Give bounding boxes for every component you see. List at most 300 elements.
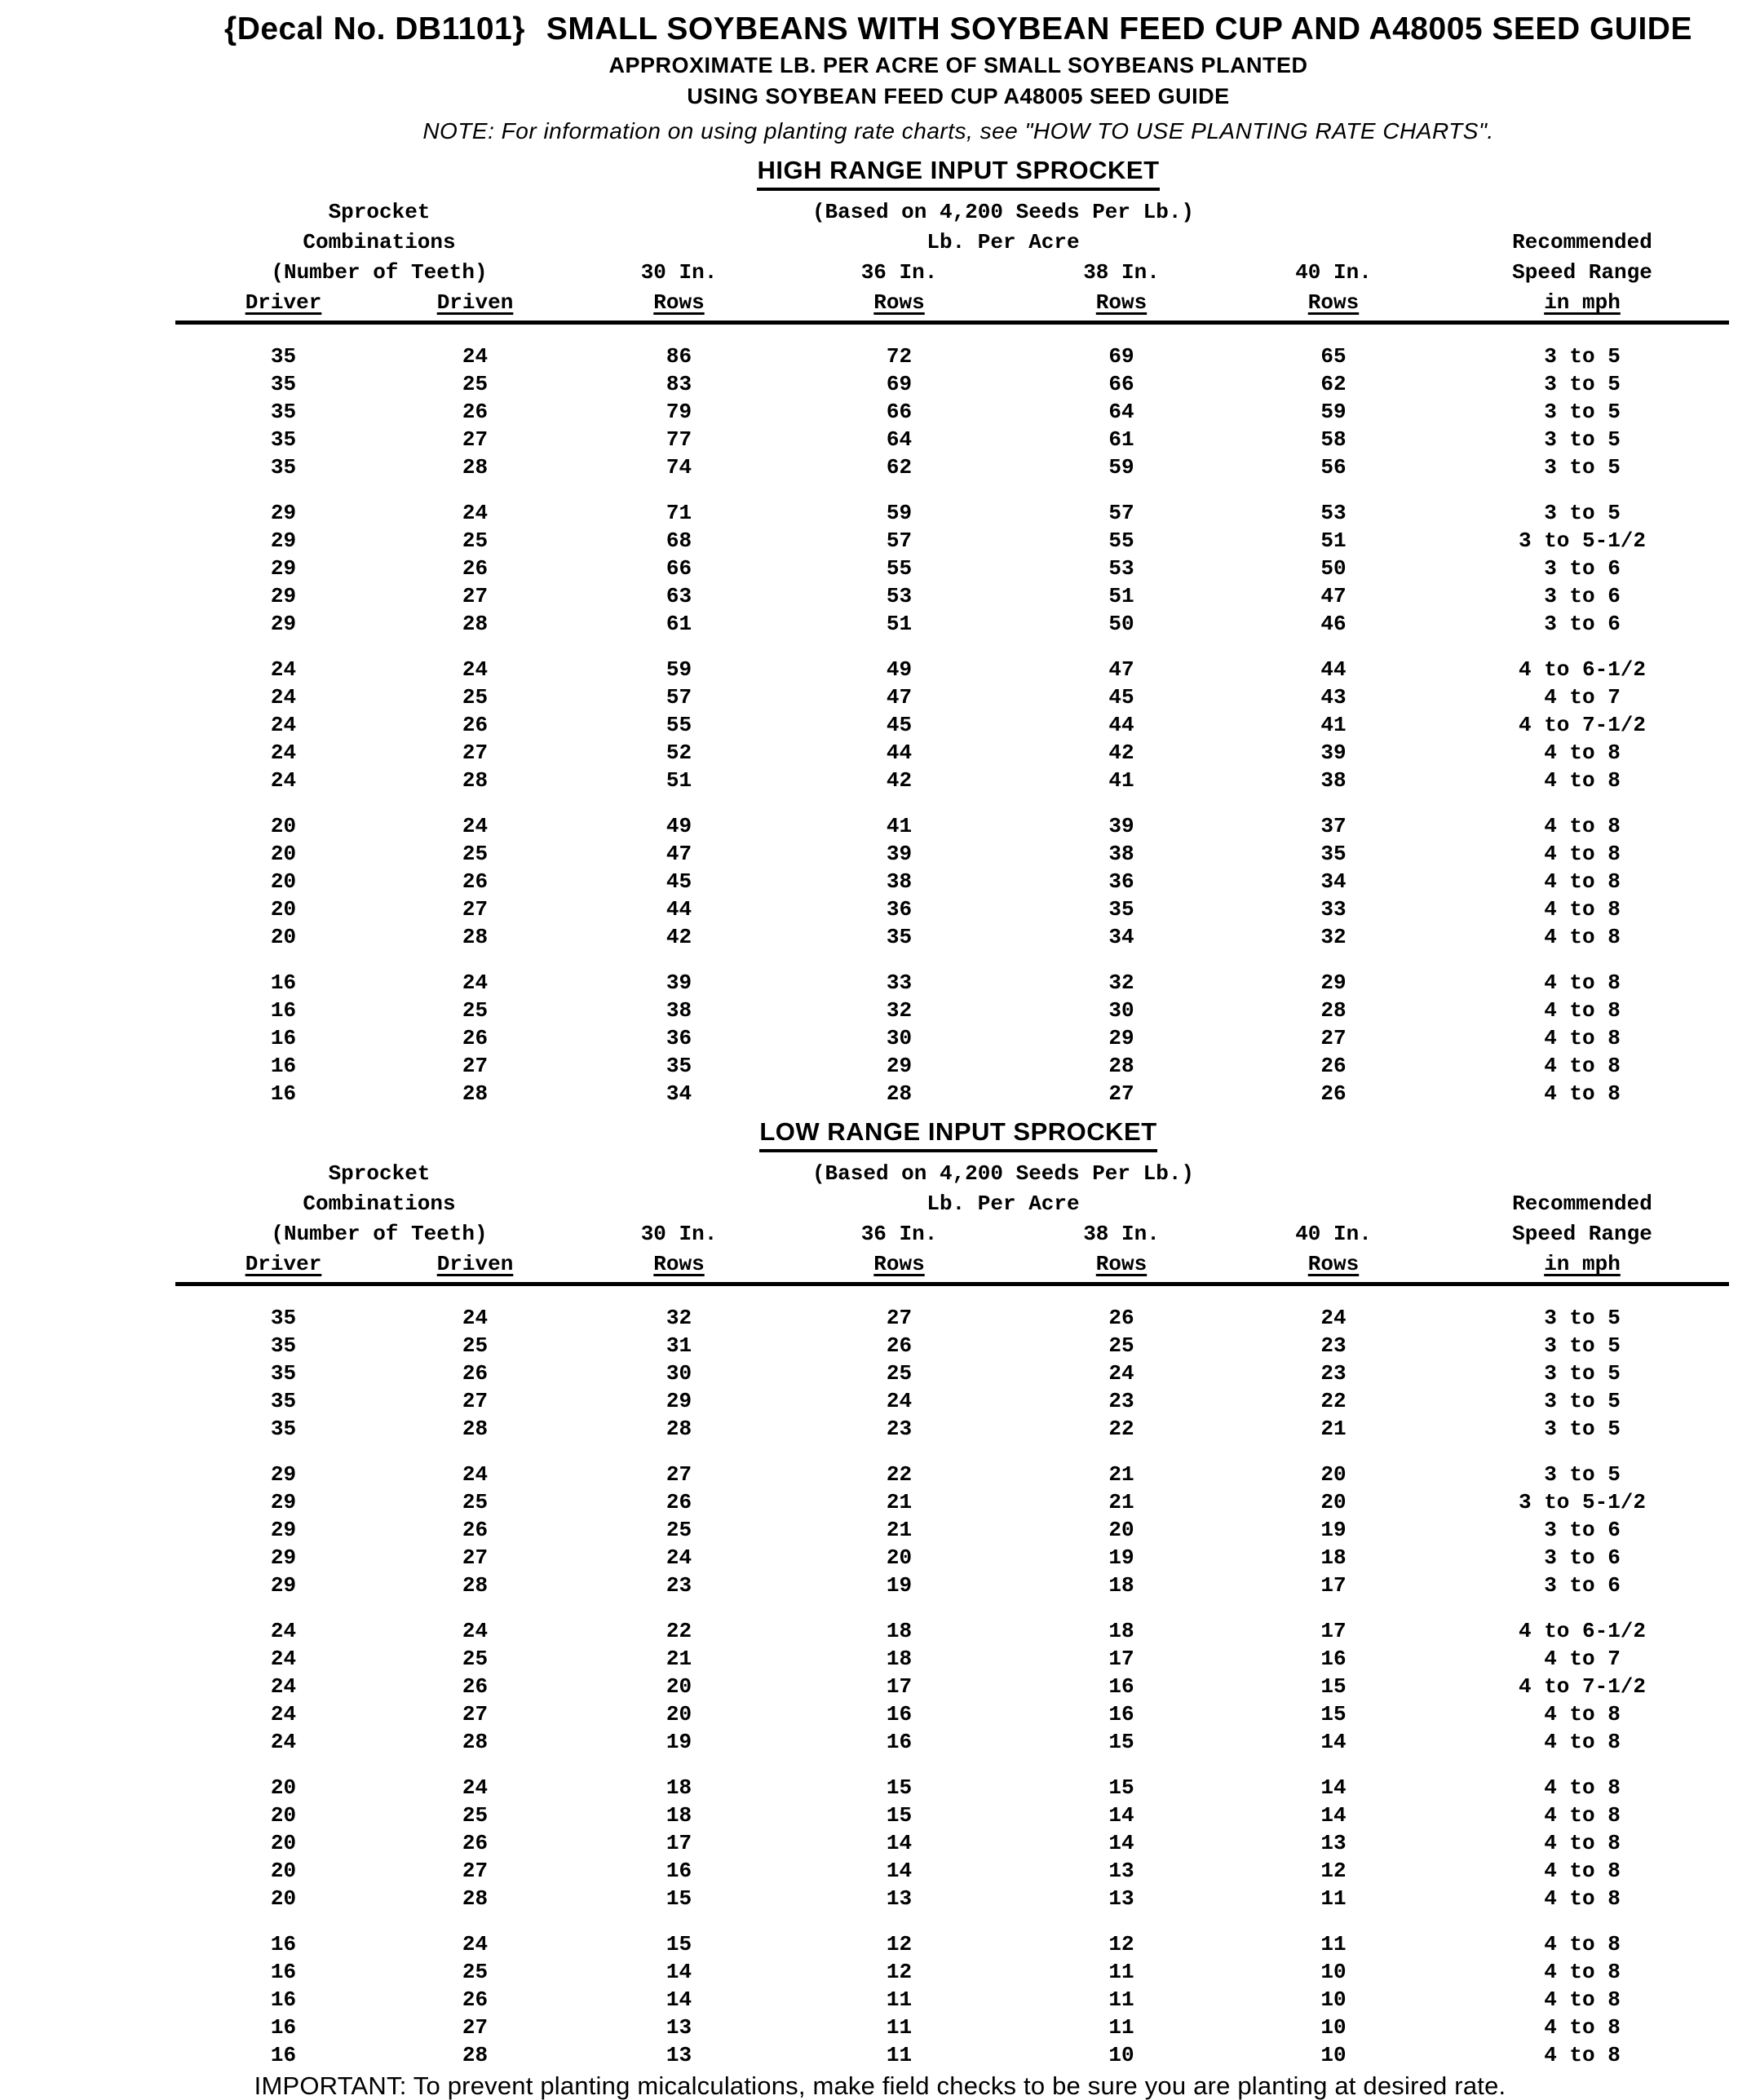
table-row xyxy=(188,1885,1729,1912)
lb-38in-cell: 29 xyxy=(1108,1026,1134,1050)
section-heading-high: HIGH RANGE INPUT SPROCKET xyxy=(757,156,1159,191)
lb-38in-cell: 66 xyxy=(1108,372,1134,396)
driver-teeth-cell: 35 xyxy=(270,344,297,369)
speed-range-cell: 4 to 8 xyxy=(1544,925,1621,949)
lb-36in-cell: 11 xyxy=(886,2043,913,2067)
speed-range-cell: 3 to 5 xyxy=(1544,1462,1621,1487)
lb-40in-cell: 33 xyxy=(1320,897,1347,922)
subtitle-line-1: APPROXIMATE LB. PER ACRE OF SMALL SOYBEANS PLANTED xyxy=(608,53,1308,77)
driver-teeth-cell: 24 xyxy=(270,1619,297,1643)
driver-teeth-cell: 24 xyxy=(270,1647,297,1671)
speed-range-cell: 3 to 5 xyxy=(1544,1417,1621,1441)
lb-30in-cell: 29 xyxy=(666,1389,692,1413)
lb-30in-cell: 39 xyxy=(666,970,692,995)
lb-36in-cell: 42 xyxy=(886,768,913,793)
lb-38in-cell: 38 xyxy=(1108,842,1134,866)
driver-teeth-cell: 24 xyxy=(270,685,297,710)
table-row xyxy=(188,1544,1729,1572)
lb-40in-cell: 59 xyxy=(1320,400,1347,424)
lb-36in-cell: 64 xyxy=(886,427,913,452)
lb-36in-cell: 20 xyxy=(886,1545,913,1570)
driver-teeth-cell: 20 xyxy=(270,925,297,949)
lb-30in-cell: 71 xyxy=(666,501,692,525)
lb-36in-cell: 30 xyxy=(886,1026,913,1050)
sprocket-group xyxy=(0,343,1760,481)
lb-40in-cell: 27 xyxy=(1320,1026,1347,1050)
rows-label-30: Rows xyxy=(653,290,705,315)
lb-38in-cell: 35 xyxy=(1108,897,1134,922)
speed-range-cell: 3 to 6 xyxy=(1544,1573,1621,1598)
lb-36in-cell: 57 xyxy=(886,528,913,553)
speed-range-label: Speed Range xyxy=(1512,1222,1652,1246)
speed-range-cell: 3 to 5 xyxy=(1544,427,1621,452)
lb-40in-cell: 20 xyxy=(1320,1490,1347,1514)
lb-38in-cell: 20 xyxy=(1108,1518,1134,1542)
lb-40in-cell: 15 xyxy=(1320,1702,1347,1726)
driver-teeth-cell: 24 xyxy=(270,741,297,765)
table-row xyxy=(188,582,1729,610)
driven-teeth-cell: 25 xyxy=(462,998,489,1023)
lb-30in-cell: 51 xyxy=(666,768,692,793)
sprocket-label: Sprocket xyxy=(328,200,431,224)
lb-30in-cell: 18 xyxy=(666,1803,692,1828)
driver-teeth-cell: 20 xyxy=(270,869,297,894)
speed-range-cell: 3 to 5-1/2 xyxy=(1518,1490,1647,1514)
rows-label-36: Rows xyxy=(873,290,925,315)
lb-30in-cell: 63 xyxy=(666,584,692,608)
table-header-high xyxy=(175,197,1729,325)
header-row-4 xyxy=(188,1249,1729,1280)
driven-teeth-cell: 24 xyxy=(462,1619,489,1643)
driver-teeth-cell: 24 xyxy=(270,1730,297,1754)
lb-38in-cell: 14 xyxy=(1108,1831,1134,1855)
lb-38in-cell: 64 xyxy=(1108,400,1134,424)
sprocket-group xyxy=(0,969,1760,1107)
lb-30in-cell: 45 xyxy=(666,869,692,894)
lb-30in-cell: 20 xyxy=(666,1674,692,1699)
lb-38in-cell: 30 xyxy=(1108,998,1134,1023)
lb-38in-cell: 44 xyxy=(1108,713,1134,737)
lb-38in-cell: 22 xyxy=(1108,1417,1134,1441)
lb-30in-cell: 36 xyxy=(666,1026,692,1050)
table-row xyxy=(188,1516,1729,1544)
lb-40in-cell: 35 xyxy=(1320,842,1347,866)
driver-teeth-cell: 35 xyxy=(270,372,297,396)
table-row xyxy=(188,1802,1729,1829)
sprocket-group xyxy=(0,1461,1760,1599)
speed-range-cell: 4 to 8 xyxy=(1544,1886,1621,1911)
lb-40in-cell: 14 xyxy=(1320,1803,1347,1828)
lb-36in-cell: 16 xyxy=(886,1702,913,1726)
lb-40in-cell: 23 xyxy=(1320,1333,1347,1358)
lb-30in-cell: 25 xyxy=(666,1518,692,1542)
driver-teeth-cell: 16 xyxy=(270,2043,297,2067)
lb-36in-cell: 14 xyxy=(886,1831,913,1855)
lb-38in-cell: 51 xyxy=(1108,584,1134,608)
speed-range-cell: 4 to 6-1/2 xyxy=(1518,1619,1647,1643)
lb-36in-cell: 32 xyxy=(886,998,913,1023)
driver-teeth-cell: 20 xyxy=(270,842,297,866)
lb-36in-cell: 23 xyxy=(886,1417,913,1441)
lb-38in-cell: 15 xyxy=(1108,1775,1134,1800)
col-40in-label: 40 In. xyxy=(1295,260,1372,285)
driven-teeth-cell: 26 xyxy=(462,400,489,424)
lb-36in-cell: 55 xyxy=(886,556,913,581)
lb-30in-cell: 61 xyxy=(666,612,692,636)
col-36in-label: 36 In. xyxy=(860,1222,938,1246)
lb-38in-cell: 55 xyxy=(1108,528,1134,553)
lb-40in-cell: 12 xyxy=(1320,1859,1347,1883)
lb-30in-cell: 24 xyxy=(666,1545,692,1570)
lb-40in-cell: 26 xyxy=(1320,1081,1347,1106)
speed-range-cell: 3 to 5-1/2 xyxy=(1518,528,1647,553)
note-line: NOTE: For information on using planting rate charts, see "HOW TO USE PLANTING RATE CHARTS". xyxy=(422,118,1494,144)
lb-40in-cell: 26 xyxy=(1320,1054,1347,1078)
lb-38in-cell: 57 xyxy=(1108,501,1134,525)
col-30in-label: 30 In. xyxy=(640,260,718,285)
lb-38in-cell: 32 xyxy=(1108,970,1134,995)
lb-36in-cell: 18 xyxy=(886,1619,913,1643)
lb-30in-cell: 52 xyxy=(666,741,692,765)
lb-36in-cell: 36 xyxy=(886,897,913,922)
sprocket-label: Sprocket xyxy=(328,1161,431,1186)
lb-36in-cell: 22 xyxy=(886,1462,913,1487)
table-row xyxy=(188,1728,1729,1756)
speed-range-cell: 4 to 8 xyxy=(1544,1054,1621,1078)
speed-range-cell: 3 to 6 xyxy=(1544,584,1621,608)
driver-teeth-cell: 35 xyxy=(270,427,297,452)
speed-range-cell: 4 to 7-1/2 xyxy=(1518,1674,1647,1699)
lb-38in-cell: 11 xyxy=(1108,1987,1134,2012)
driver-teeth-cell: 20 xyxy=(270,1803,297,1828)
table-row xyxy=(188,453,1729,481)
lb-40in-cell: 13 xyxy=(1320,1831,1347,1855)
lb-40in-cell: 62 xyxy=(1320,372,1347,396)
speed-range-cell: 4 to 8 xyxy=(1544,1702,1621,1726)
lb-30in-cell: 19 xyxy=(666,1730,692,1754)
driven-teeth-cell: 27 xyxy=(462,1389,489,1413)
table-row xyxy=(188,656,1729,683)
driver-teeth-cell: 16 xyxy=(270,970,297,995)
driver-teeth-cell: 29 xyxy=(270,584,297,608)
lb-36in-cell: 69 xyxy=(886,372,913,396)
driver-teeth-cell: 29 xyxy=(270,528,297,553)
lb-38in-cell: 47 xyxy=(1108,657,1134,682)
rows-label-38: Rows xyxy=(1095,1252,1148,1276)
driven-teeth-cell: 27 xyxy=(462,1859,489,1883)
driven-teeth-cell: 26 xyxy=(462,1518,489,1542)
driven-teeth-cell: 26 xyxy=(462,1831,489,1855)
driven-teeth-cell: 26 xyxy=(462,1987,489,2012)
lb-36in-cell: 29 xyxy=(886,1054,913,1078)
driver-teeth-cell: 29 xyxy=(270,1573,297,1598)
lb-40in-cell: 44 xyxy=(1320,657,1347,682)
driven-teeth-cell: 27 xyxy=(462,1702,489,1726)
lb-38in-cell: 27 xyxy=(1108,1081,1134,1106)
speed-range-cell: 4 to 8 xyxy=(1544,1859,1621,1883)
lb-40in-cell: 29 xyxy=(1320,970,1347,995)
sprocket-group xyxy=(0,656,1760,794)
table-body-low xyxy=(0,1304,1760,2069)
lb-40in-cell: 47 xyxy=(1320,584,1347,608)
lb-40in-cell: 22 xyxy=(1320,1389,1347,1413)
table-row xyxy=(188,2014,1729,2041)
lb-30in-cell: 77 xyxy=(666,427,692,452)
table-row xyxy=(188,499,1729,527)
driven-teeth-cell: 27 xyxy=(462,584,489,608)
lb-30in-cell: 32 xyxy=(666,1306,692,1330)
lb-36in-cell: 12 xyxy=(886,1960,913,1984)
lb-38in-cell: 21 xyxy=(1108,1490,1134,1514)
table-row xyxy=(188,426,1729,453)
driven-teeth-cell: 28 xyxy=(462,2043,489,2067)
lb-30in-cell: 35 xyxy=(666,1054,692,1078)
lb-36in-cell: 24 xyxy=(886,1389,913,1413)
lb-38in-cell: 15 xyxy=(1108,1730,1134,1754)
lb-30in-cell: 18 xyxy=(666,1775,692,1800)
table-row xyxy=(188,739,1729,767)
important-note: IMPORTANT: To prevent planting micalculations, make field checks to be sure you are planting at desired rate. xyxy=(254,2071,1506,2100)
driven-teeth-cell: 27 xyxy=(462,427,489,452)
driven-teeth-cell: 28 xyxy=(462,1730,489,1754)
driver-teeth-cell: 16 xyxy=(270,1987,297,2012)
speed-range-cell: 4 to 8 xyxy=(1544,842,1621,866)
lb-36in-cell: 28 xyxy=(886,1081,913,1106)
header-row-1 xyxy=(188,1159,1729,1189)
table-row xyxy=(188,370,1729,398)
driven-teeth-cell: 24 xyxy=(462,657,489,682)
lb-30in-cell: 49 xyxy=(666,814,692,838)
driven-teeth-cell: 28 xyxy=(462,768,489,793)
lb-36in-cell: 51 xyxy=(886,612,913,636)
driver-teeth-cell: 16 xyxy=(270,2015,297,2040)
lb-40in-cell: 17 xyxy=(1320,1619,1347,1643)
speed-range-label: Speed Range xyxy=(1512,260,1652,285)
lb-40in-cell: 56 xyxy=(1320,455,1347,480)
speed-range-cell: 4 to 7-1/2 xyxy=(1518,713,1647,737)
table-row xyxy=(188,868,1729,895)
driver-label: Driver xyxy=(245,290,322,315)
table-row xyxy=(188,1387,1729,1415)
driven-teeth-cell: 24 xyxy=(462,1306,489,1330)
lb-36in-cell: 39 xyxy=(886,842,913,866)
based-on-label: (Based on 4,200 Seeds Per Lb.) xyxy=(811,200,1195,224)
driven-teeth-cell: 25 xyxy=(462,685,489,710)
lb-36in-cell: 14 xyxy=(886,1859,913,1883)
lb-40in-cell: 10 xyxy=(1320,1960,1347,1984)
lb-36in-cell: 27 xyxy=(886,1306,913,1330)
sprocket-group xyxy=(0,1617,1760,1756)
lb-36in-cell: 26 xyxy=(886,1333,913,1358)
table-row xyxy=(188,1930,1729,1958)
table-row xyxy=(188,1958,1729,1986)
table-row xyxy=(188,767,1729,794)
driven-teeth-cell: 26 xyxy=(462,869,489,894)
lb-38in-cell: 18 xyxy=(1108,1573,1134,1598)
rows-label-30: Rows xyxy=(653,1252,705,1276)
rows-label-40: Rows xyxy=(1307,1252,1360,1276)
lb-40in-cell: 32 xyxy=(1320,925,1347,949)
speed-range-cell: 3 to 6 xyxy=(1544,612,1621,636)
table-header-low xyxy=(175,1159,1729,1286)
combinations-label: Combinations xyxy=(303,230,456,254)
lb-30in-cell: 42 xyxy=(666,925,692,949)
table-row xyxy=(188,1645,1729,1673)
table-row xyxy=(188,555,1729,582)
lb-36in-cell: 17 xyxy=(886,1674,913,1699)
lb-38in-cell: 28 xyxy=(1108,1054,1134,1078)
speed-range-cell: 4 to 8 xyxy=(1544,2043,1621,2067)
lb-30in-cell: 28 xyxy=(666,1417,692,1441)
table-row xyxy=(188,610,1729,638)
lb-36in-cell: 25 xyxy=(886,1361,913,1386)
lb-36in-cell: 21 xyxy=(886,1490,913,1514)
sprocket-group xyxy=(0,812,1760,951)
header-row-4 xyxy=(188,288,1729,318)
lb-38in-cell: 13 xyxy=(1108,1859,1134,1883)
lb-40in-cell: 58 xyxy=(1320,427,1347,452)
lb-38in-cell: 11 xyxy=(1108,1960,1134,1984)
speed-range-cell: 3 to 5 xyxy=(1544,1306,1621,1330)
high-range-heading-wrap xyxy=(188,156,1729,191)
lb-40in-cell: 65 xyxy=(1320,344,1347,369)
table-row xyxy=(188,527,1729,555)
table-row xyxy=(188,1774,1729,1802)
lb-30in-cell: 47 xyxy=(666,842,692,866)
lb-40in-cell: 10 xyxy=(1320,2043,1347,2067)
driven-teeth-cell: 26 xyxy=(462,1026,489,1050)
driver-teeth-cell: 20 xyxy=(270,897,297,922)
low-range-section xyxy=(0,1117,1760,2069)
table-row xyxy=(188,1332,1729,1359)
driver-teeth-cell: 20 xyxy=(270,814,297,838)
col-38in-label: 38 In. xyxy=(1083,260,1160,285)
lb-40in-cell: 50 xyxy=(1320,556,1347,581)
header-row-2 xyxy=(188,1189,1729,1219)
lb-40in-cell: 19 xyxy=(1320,1518,1347,1542)
driver-teeth-cell: 16 xyxy=(270,1081,297,1106)
lb-40in-cell: 14 xyxy=(1320,1775,1347,1800)
lb-30in-cell: 59 xyxy=(666,657,692,682)
table-row xyxy=(188,1415,1729,1443)
lb-38in-cell: 59 xyxy=(1108,455,1134,480)
lb-30in-cell: 86 xyxy=(666,344,692,369)
speed-range-cell: 3 to 6 xyxy=(1544,1518,1621,1542)
lb-36in-cell: 47 xyxy=(886,685,913,710)
lb-30in-cell: 23 xyxy=(666,1573,692,1598)
recommended-label: Recommended xyxy=(1512,1191,1652,1216)
driven-teeth-cell: 26 xyxy=(462,1674,489,1699)
table-row xyxy=(188,997,1729,1024)
lb-40in-cell: 11 xyxy=(1320,1932,1347,1956)
col-40in-label: 40 In. xyxy=(1295,1222,1372,1246)
header-row-3 xyxy=(188,258,1729,288)
driven-teeth-cell: 25 xyxy=(462,1803,489,1828)
driven-teeth-cell: 24 xyxy=(462,814,489,838)
driven-teeth-cell: 27 xyxy=(462,1054,489,1078)
driver-teeth-cell: 35 xyxy=(270,1361,297,1386)
speed-range-cell: 3 to 6 xyxy=(1544,1545,1621,1570)
speed-range-cell: 3 to 5 xyxy=(1544,372,1621,396)
driver-teeth-cell: 24 xyxy=(270,1702,297,1726)
lb-38in-cell: 12 xyxy=(1108,1932,1134,1956)
table-row xyxy=(188,840,1729,868)
lb-38in-cell: 34 xyxy=(1108,925,1134,949)
driver-teeth-cell: 35 xyxy=(270,400,297,424)
lb-30in-cell: 13 xyxy=(666,2043,692,2067)
lb-40in-cell: 37 xyxy=(1320,814,1347,838)
lb-36in-cell: 19 xyxy=(886,1573,913,1598)
driver-teeth-cell: 20 xyxy=(270,1886,297,1911)
lb-30in-cell: 22 xyxy=(666,1619,692,1643)
lb-40in-cell: 20 xyxy=(1320,1462,1347,1487)
driven-teeth-cell: 24 xyxy=(462,1462,489,1487)
driven-label: Driven xyxy=(436,1252,514,1276)
speed-range-cell: 4 to 8 xyxy=(1544,741,1621,765)
table-row xyxy=(188,895,1729,923)
driven-teeth-cell: 27 xyxy=(462,1545,489,1570)
driven-teeth-cell: 27 xyxy=(462,897,489,922)
lb-36in-cell: 41 xyxy=(886,814,913,838)
lb-38in-cell: 69 xyxy=(1108,344,1134,369)
driven-teeth-cell: 26 xyxy=(462,1361,489,1386)
speed-range-cell: 4 to 8 xyxy=(1544,1803,1621,1828)
number-of-teeth-label: (Number of Teeth) xyxy=(271,1222,488,1246)
lb-40in-cell: 10 xyxy=(1320,2015,1347,2040)
driven-teeth-cell: 27 xyxy=(462,2015,489,2040)
lb-40in-cell: 34 xyxy=(1320,869,1347,894)
table-row xyxy=(188,1304,1729,1332)
driven-teeth-cell: 25 xyxy=(462,528,489,553)
lb-40in-cell: 38 xyxy=(1320,768,1347,793)
driven-teeth-cell: 24 xyxy=(462,1775,489,1800)
lb-40in-cell: 51 xyxy=(1320,528,1347,553)
lb-36in-cell: 44 xyxy=(886,741,913,765)
lb-38in-cell: 61 xyxy=(1108,427,1134,452)
table-row xyxy=(188,969,1729,997)
driven-teeth-cell: 28 xyxy=(462,925,489,949)
table-row xyxy=(188,683,1729,711)
table-row xyxy=(188,1052,1729,1080)
sprocket-group xyxy=(0,1774,1760,1912)
lb-38in-cell: 23 xyxy=(1108,1389,1134,1413)
lb-40in-cell: 18 xyxy=(1320,1545,1347,1570)
table-row xyxy=(188,1673,1729,1700)
rows-label-36: Rows xyxy=(873,1252,925,1276)
lb-36in-cell: 11 xyxy=(886,2015,913,2040)
table-row xyxy=(188,923,1729,951)
lb-30in-cell: 14 xyxy=(666,1987,692,2012)
driver-teeth-cell: 24 xyxy=(270,768,297,793)
speed-range-cell: 4 to 8 xyxy=(1544,1831,1621,1855)
lb-38in-cell: 17 xyxy=(1108,1647,1134,1671)
lb-38in-cell: 10 xyxy=(1108,2043,1134,2067)
lb-30in-cell: 74 xyxy=(666,455,692,480)
lb-38in-cell: 50 xyxy=(1108,612,1134,636)
speed-range-cell: 4 to 8 xyxy=(1544,869,1621,894)
lb-36in-cell: 35 xyxy=(886,925,913,949)
lb-40in-cell: 43 xyxy=(1320,685,1347,710)
driven-teeth-cell: 25 xyxy=(462,1490,489,1514)
speed-range-cell: 4 to 8 xyxy=(1544,1932,1621,1956)
lb-30in-cell: 66 xyxy=(666,556,692,581)
lb-30in-cell: 14 xyxy=(666,1960,692,1984)
rows-label-38: Rows xyxy=(1095,290,1148,315)
col-30in-label: 30 In. xyxy=(640,1222,718,1246)
driver-label: Driver xyxy=(245,1252,322,1276)
lb-36in-cell: 11 xyxy=(886,1987,913,2012)
speed-range-cell: 4 to 8 xyxy=(1544,2015,1621,2040)
